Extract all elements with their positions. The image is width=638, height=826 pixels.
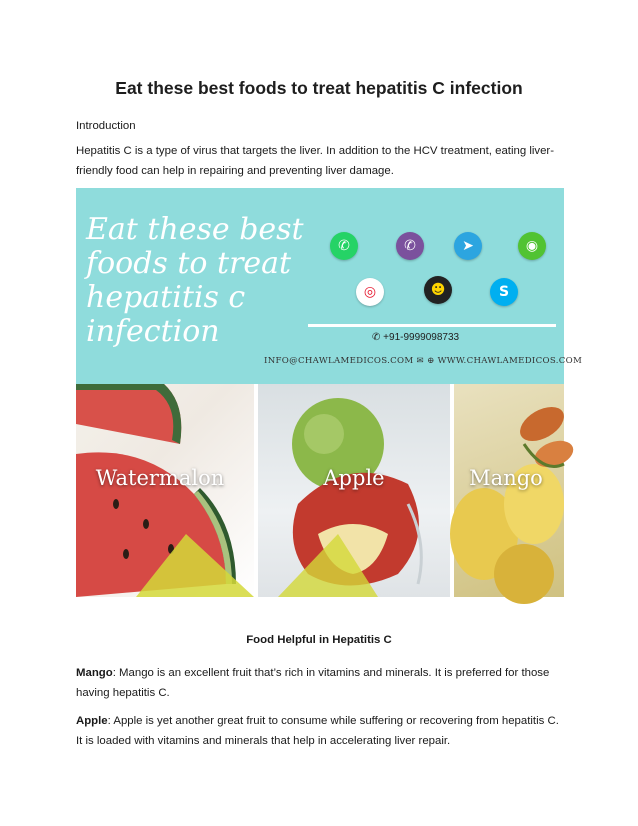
section-subheading: Food Helpful in Hepatitis C [246, 634, 392, 646]
banner-contact [264, 356, 582, 366]
fruit-label-apple: Apple [323, 466, 385, 490]
banner-title-line: infection [86, 314, 220, 349]
banner-image [76, 188, 583, 384]
envelope-icon: ✉ [416, 356, 428, 366]
qq-icon: ☻ [424, 276, 452, 304]
weibo-icon: ◎ [356, 278, 384, 306]
globe-icon: ⊕ [427, 356, 438, 366]
telegram-icon: ➤ [454, 232, 482, 260]
banner-phone [372, 332, 459, 343]
watermelon-panel [76, 384, 254, 597]
wechat-icon: ◉ [518, 232, 546, 260]
fruit-panels [76, 384, 564, 597]
intro-paragraph: Hepatitis C is a type of virus that targets the liver. In addition to the HCV treatment, eating liver-friendly food can help in repairing and preventing liver damage. [76, 145, 555, 177]
banner-title-line: hepatitis c [86, 280, 246, 315]
document-title: Eat these best foods to treat hepatitis C infection [115, 78, 523, 98]
apple-image [258, 384, 450, 597]
apple-term: Apple [76, 715, 108, 727]
apple-description: : Apple is yet another great fruit to consume while suffering or recovering from hepatitis C. It is loaded with vitamins and minerals that help in accelerating liver repair. [76, 715, 559, 747]
banner-title-line: Eat these best [86, 212, 304, 247]
fruit-label-watermelon: Watermalon [95, 466, 225, 490]
mango-image [454, 384, 564, 597]
whatsapp-icon: ✆ [330, 232, 358, 260]
banner-title-line: foods to treat [86, 246, 292, 281]
intro-heading: Introduction [76, 120, 136, 132]
mango-panel [454, 384, 564, 597]
banner-email: INFO@CHAWLAMEDICOS.COM [264, 356, 414, 366]
banner-divider [308, 324, 556, 327]
watermelon-image [76, 384, 254, 597]
banner-title [86, 213, 316, 349]
skype-icon: S [490, 278, 518, 306]
apple-paragraph [76, 711, 564, 751]
mango-paragraph [76, 663, 564, 703]
phone-icon: ✆ [372, 332, 384, 343]
mango-description: : Mango is an excellent fruit that’s rich in vitamins and minerals. It is preferred for those having hepatitis C. [76, 667, 550, 699]
apple-panel [258, 384, 450, 597]
banner-website: WWW.CHAWLAMEDICOS.COM [437, 356, 583, 366]
viber-icon: ✆ [396, 232, 424, 260]
fruit-label-mango: Mango [469, 466, 543, 490]
phone-number: +91-9999098733 [383, 332, 460, 343]
mango-term: Mango [76, 667, 113, 679]
